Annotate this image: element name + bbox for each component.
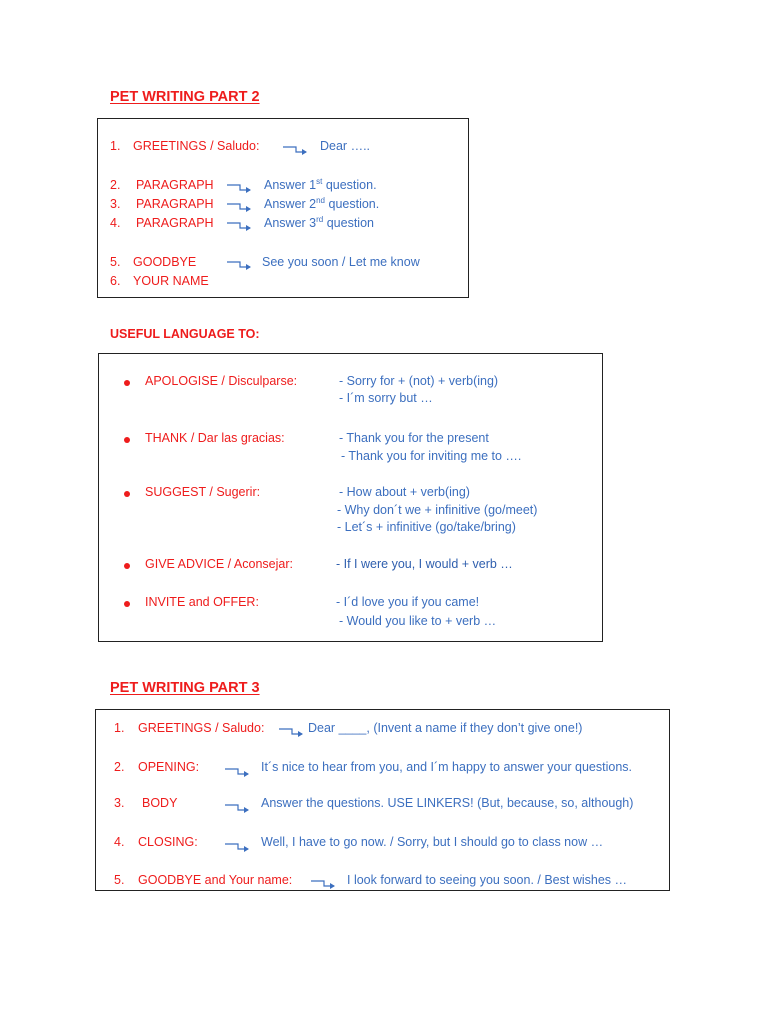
part2-num-5: 5. <box>110 255 121 269</box>
part2-value-paragraph-1: Answer 1st question. <box>264 176 377 192</box>
part3-label-opening: OPENING: <box>138 760 200 774</box>
part2-num-2: 2. <box>110 178 121 192</box>
useful-line: - Thank you for the present <box>339 431 489 445</box>
part3-num-3: 3. <box>114 796 125 810</box>
part2-label-paragraph-3: PARAGRAPH <box>136 216 214 230</box>
part2-label-greetings: GREETINGS / Saludo: <box>133 139 260 153</box>
part2-num-3: 3. <box>110 197 121 211</box>
arrow-icon <box>226 201 252 213</box>
useful-line: - Why don´t we + infinitive (go/meet) <box>337 503 538 517</box>
part2-num-4: 4. <box>110 216 121 230</box>
useful-language-title: USEFUL LANGUAGE TO: <box>110 327 260 341</box>
part2-value-goodbye: See you soon / Let me know <box>262 255 420 269</box>
part2-title: PET WRITING PART 2 <box>110 89 260 105</box>
part3-label-goodbye: GOODBYE and Your name: <box>138 873 293 887</box>
part3-title: PET WRITING PART 3 <box>110 680 260 696</box>
useful-line: - Let´s + infinitive (go/take/bring) <box>337 520 516 534</box>
bullet-icon <box>124 601 130 607</box>
part3-value-greetings: Dear ____, (Invent a name if they don’t give one!) <box>308 721 583 735</box>
useful-line: - If I were you, I would + verb … <box>336 557 513 571</box>
arrow-icon <box>282 144 308 156</box>
part3-label-body: BODY <box>142 796 178 810</box>
useful-line: - I´d love you if you came! <box>336 595 480 609</box>
useful-label-suggest: SUGGEST / Sugerir: <box>145 485 261 499</box>
part2-box <box>97 118 469 298</box>
part3-label-greetings: GREETINGS / Saludo: <box>138 721 265 735</box>
part3-num-2: 2. <box>114 760 125 774</box>
part3-value-opening: It´s nice to hear from you, and I´m happy to answer your questions. <box>261 760 633 774</box>
part2-label-goodbye: GOODBYE <box>133 255 197 269</box>
useful-line: - How about + verb(ing) <box>339 485 470 499</box>
useful-line: - I´m sorry but … <box>339 391 433 405</box>
useful-label-apologise: APOLOGISE / Disculparse: <box>145 374 298 388</box>
useful-line: - Sorry for + (not) + verb(ing) <box>339 374 499 388</box>
part3-value-goodbye: I look forward to seeing you soon. / Best wishes … <box>347 873 627 887</box>
part3-num-5: 5. <box>114 873 125 887</box>
useful-label-thank: THANK / Dar las gracias: <box>145 431 285 445</box>
useful-language-box <box>98 353 603 642</box>
part3-label-closing: CLOSING: <box>138 835 198 849</box>
arrow-icon <box>310 878 336 890</box>
arrow-icon <box>224 841 250 853</box>
part2-label-paragraph-1: PARAGRAPH <box>136 178 214 192</box>
part2-num-6: 6. <box>110 274 121 288</box>
part2-value-paragraph-3: Answer 3rd question <box>264 214 374 230</box>
arrow-icon <box>226 259 252 271</box>
part2-value-greetings: Dear ….. <box>320 139 371 153</box>
arrow-icon <box>224 766 250 778</box>
part3-value-body: Answer the questions. USE LINKERS! (But, because, so, although) <box>261 796 634 810</box>
arrow-icon <box>226 220 252 232</box>
arrow-icon <box>226 182 252 194</box>
part3-num-4: 4. <box>114 835 125 849</box>
bullet-icon <box>124 491 130 497</box>
useful-label-give-advice: GIVE ADVICE / Aconsejar: <box>145 557 293 571</box>
useful-line: - Would you like to + verb … <box>339 614 497 628</box>
bullet-icon <box>124 437 130 443</box>
part2-label-your-name: YOUR NAME <box>133 274 209 288</box>
bullet-icon <box>124 380 130 386</box>
useful-label-invite: INVITE and OFFER: <box>145 595 259 609</box>
part2-value-paragraph-2: Answer 2nd question. <box>264 195 380 211</box>
arrow-icon <box>224 802 250 814</box>
part3-value-closing: Well, I have to go now. / Sorry, but I should go to class now … <box>261 835 604 849</box>
useful-line: - Thank you for inviting me to …. <box>341 449 522 463</box>
part2-num-1: 1. <box>110 139 121 153</box>
part2-label-paragraph-2: PARAGRAPH <box>136 197 214 211</box>
arrow-icon <box>278 726 304 738</box>
bullet-icon <box>124 563 130 569</box>
part3-num-1: 1. <box>114 721 125 735</box>
part3-box <box>95 709 670 891</box>
